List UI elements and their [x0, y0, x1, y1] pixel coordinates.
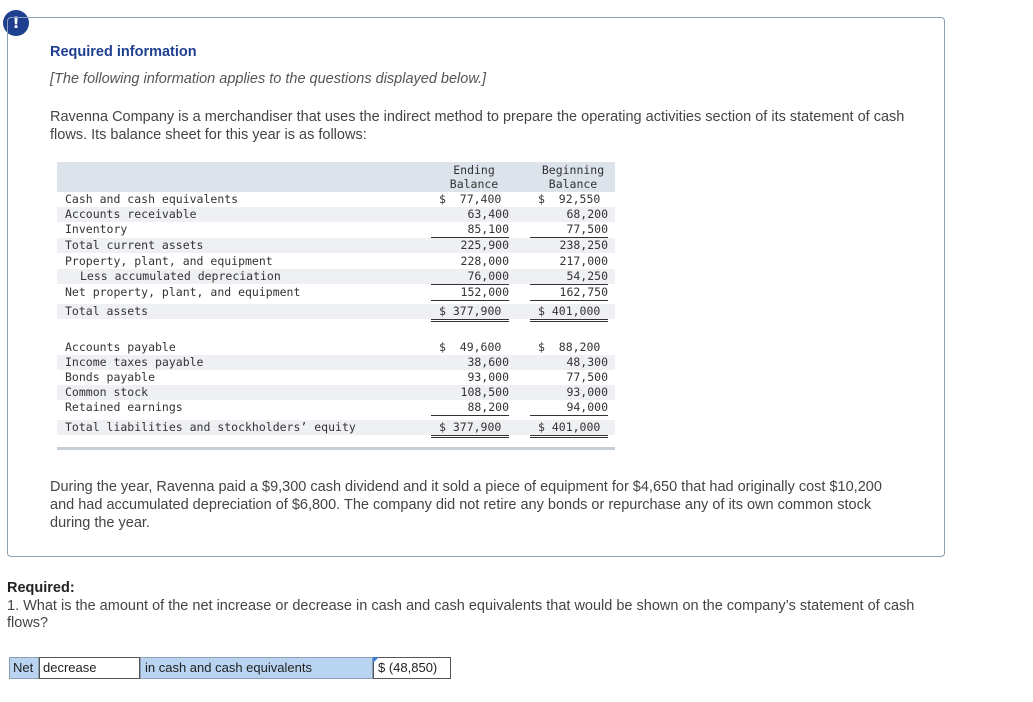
answer-middle-label: in cash and cash equivalents — [140, 657, 373, 679]
table-row: Cash and cash equivalents $ 77,400 $ 92,550 — [65, 192, 601, 206]
table-row: Less accumulated depreciation 76,000 54,250 — [57, 269, 615, 284]
table-row: Retained earnings 88,200 94,000 — [65, 400, 608, 414]
increase-decrease-select[interactable]: decrease — [39, 657, 140, 679]
table-row: Bonds payable 93,000 77,500 — [65, 370, 608, 384]
table-row: Total current assets 225,900 238,250 — [57, 238, 615, 253]
net-change-amount-input[interactable]: $ (48,850) — [373, 657, 451, 679]
question-text: 1. What is the amount of the net increase or decrease in cash and cash equivalents that would be shown on the company’s statement of cash flows? — [7, 598, 915, 631]
ending-balance-header: Ending Balance — [449, 163, 499, 191]
table-row: Common stock 108,500 93,000 — [57, 385, 615, 400]
correct-marker-icon — [373, 657, 379, 663]
additional-info-paragraph: During the year, Ravenna paid a $9,300 cash dividend and it sold a piece of equipment for $4,650 that had originally cost $10,200 and had accumulated depreciation of $6,800. The company did not retire any bonds or repurchase any of its own common stock during the year. — [50, 479, 882, 531]
table-row: Accounts receivable 63,400 68,200 — [57, 207, 615, 222]
answer-prefix-label: Net — [9, 657, 39, 679]
table-row: Accounts payable $ 49,600 $ 88,200 — [65, 340, 601, 354]
table-row: Property, plant, and equipment 228,000 217,000 — [65, 254, 608, 268]
intro-paragraph: Ravenna Company is a merchandiser that uses the indirect method to prepare the operating activities section of its statement of cash flows. Its balance sheet for this year is as follows: — [50, 109, 905, 143]
table-row: Inventory 85,100 77,500 — [65, 222, 608, 236]
table-row: Total assets $ 377,900 $ 401,000 — [57, 304, 615, 319]
table-row: Net property, plant, and equipment 152,000 162,750 — [65, 285, 608, 299]
alert-icon: ! — [3, 10, 29, 36]
table-row: Total liabilities and stockholders’ equity $ 377,900 $ 401,000 — [57, 420, 615, 435]
info-note: [The following information applies to the questions displayed below.] — [50, 71, 487, 87]
table-row: Income taxes payable 38,600 48,300 — [57, 355, 615, 370]
table-bottom-border — [57, 447, 615, 450]
beginning-balance-header: Beginning Balance — [541, 163, 605, 191]
table-header — [57, 162, 615, 192]
required-heading: Required: — [7, 580, 75, 596]
required-information-title: Required information — [50, 44, 197, 60]
answer-row — [9, 657, 451, 679]
